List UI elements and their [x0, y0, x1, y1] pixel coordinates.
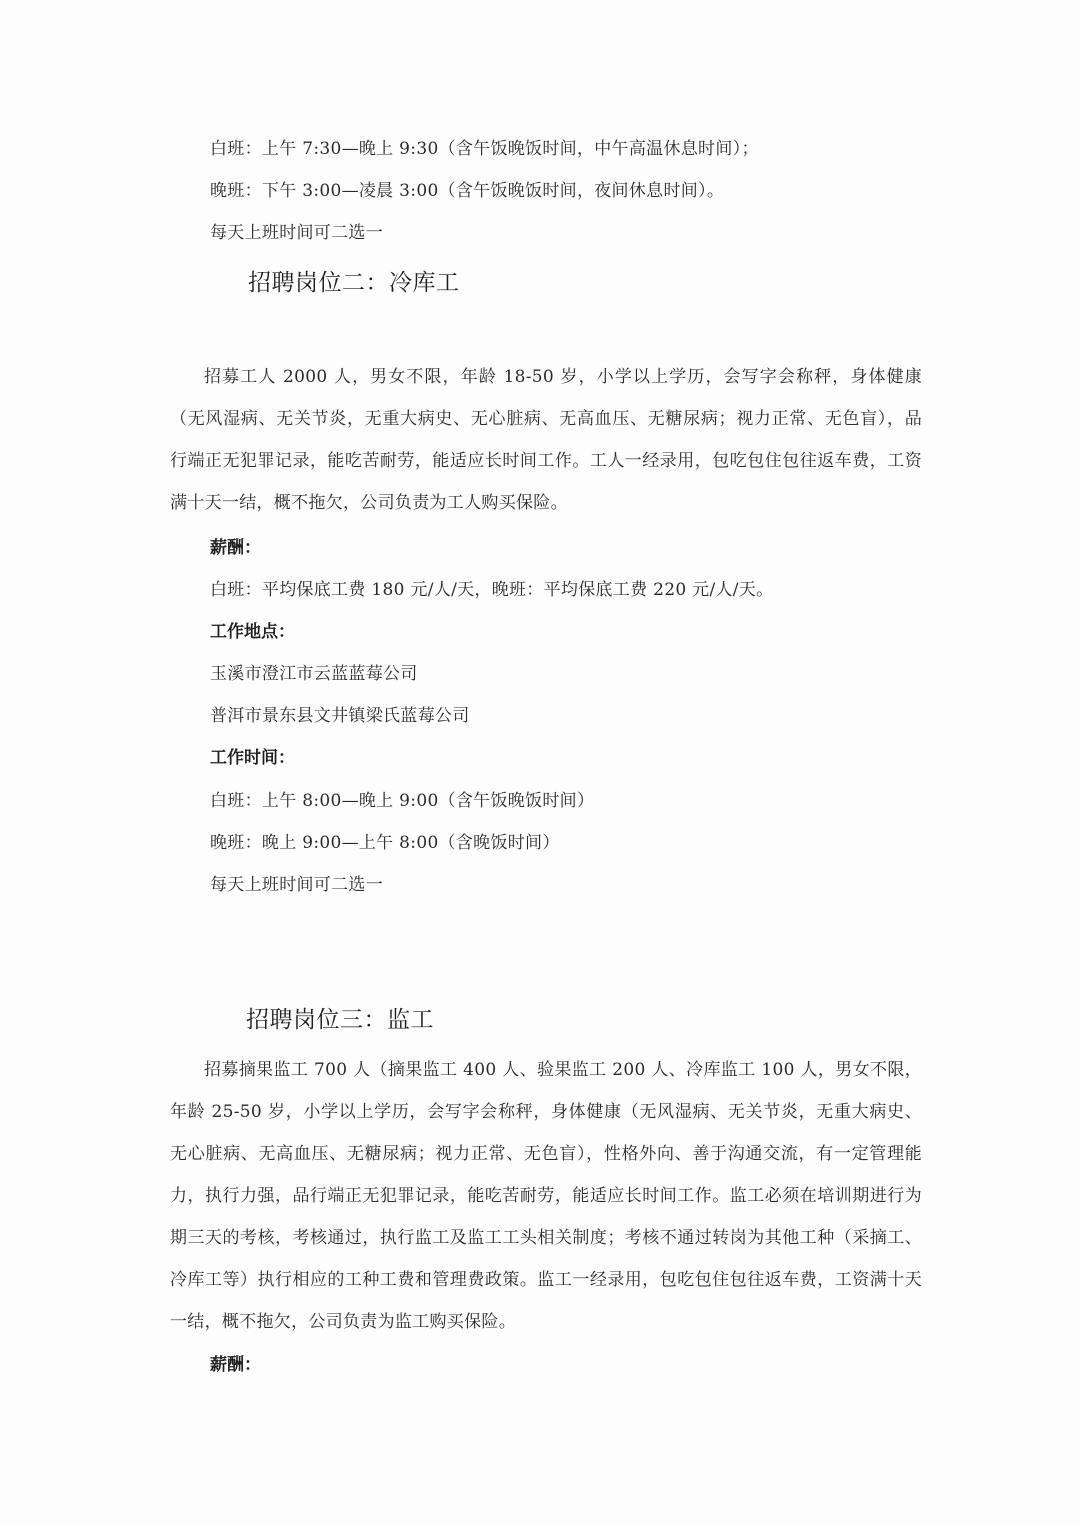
section2-salary-text: 白班：平均保底工费 180 元/人/天，晚班：平均保底工费 220 元/人/天。	[210, 580, 774, 600]
section3-title: 招聘岗位三：监工	[246, 1007, 434, 1033]
section2-description: 招募工人 2000 人，男女不限，年龄 18-50 岁，小学以上学历，会写字会称秤，身体健康（无风湿病、无关节炎，无重大病史、无心脏病、无高血压、无糖尿病；视力正常、无色盲），品行端正无犯罪记录，能吃苦耐劳，能适应长时间工作。工人一经录用，包吃包住包往返车费，工资满十天一结，概不拖欠，公司负责为工人购买保险。	[170, 367, 922, 513]
section2-hours-label: 工作时间：	[210, 748, 295, 768]
section2-choice-note: 每天上班时间可二选一	[210, 875, 383, 895]
section3-salary-label: 薪酬：	[210, 1355, 261, 1375]
section2-night-shift: 晚班：晚上 9:00—上午 8:00（含晚饭时间）	[210, 833, 560, 853]
section1-day-shift: 白班：上午 7:30—晚上 9:30（含午饭晚饭时间，中午高温休息时间）；	[210, 139, 759, 159]
section1-night-shift: 晚班：下午 3:00—凌晨 3:00（含午饭晚饭时间，夜间休息时间）。	[210, 181, 725, 201]
section2-location-label: 工作地点：	[210, 622, 295, 642]
section2-day-shift: 白班：上午 8:00—晚上 9:00（含午饭晚饭时间）	[210, 791, 595, 811]
section3-description: 招募摘果监工 700 人（摘果监工 400 人、验果监工 200 人、冷库监工 100 人，男女不限，年龄 25-50 岁，小学以上学历，会写字会称秤，身体健康（无风湿病、无关节炎，无重大病史、无心脏病、无高血压、无糖尿病；视力正常、无色盲），性格外向、善于沟通交流，有一定管理能力，执行力强，品行端正无犯罪记录，能吃苦耐劳，能适应长时间工作。监工必须在培训期进行为期三天的考核，考核通过，执行监工及监工工头相关制度；考核不通过转岗为其他工种（采摘工、冷库工等）执行相应的工种工费和管理费政策。监工一经录用，包吃包住包往返车费，工资满十天一结，概不拖欠，公司负责为监工购买保险。	[170, 1060, 922, 1332]
section1-choice-note: 每天上班时间可二选一	[210, 223, 383, 243]
section2-location-2: 普洱市景东县文井镇梁氏蓝莓公司	[210, 706, 470, 726]
section2-salary-label: 薪酬：	[210, 538, 261, 558]
section2-title: 招聘岗位二：冷库工	[248, 270, 460, 296]
section2-location-1: 玉溪市澄江市云蓝蓝莓公司	[210, 664, 418, 684]
